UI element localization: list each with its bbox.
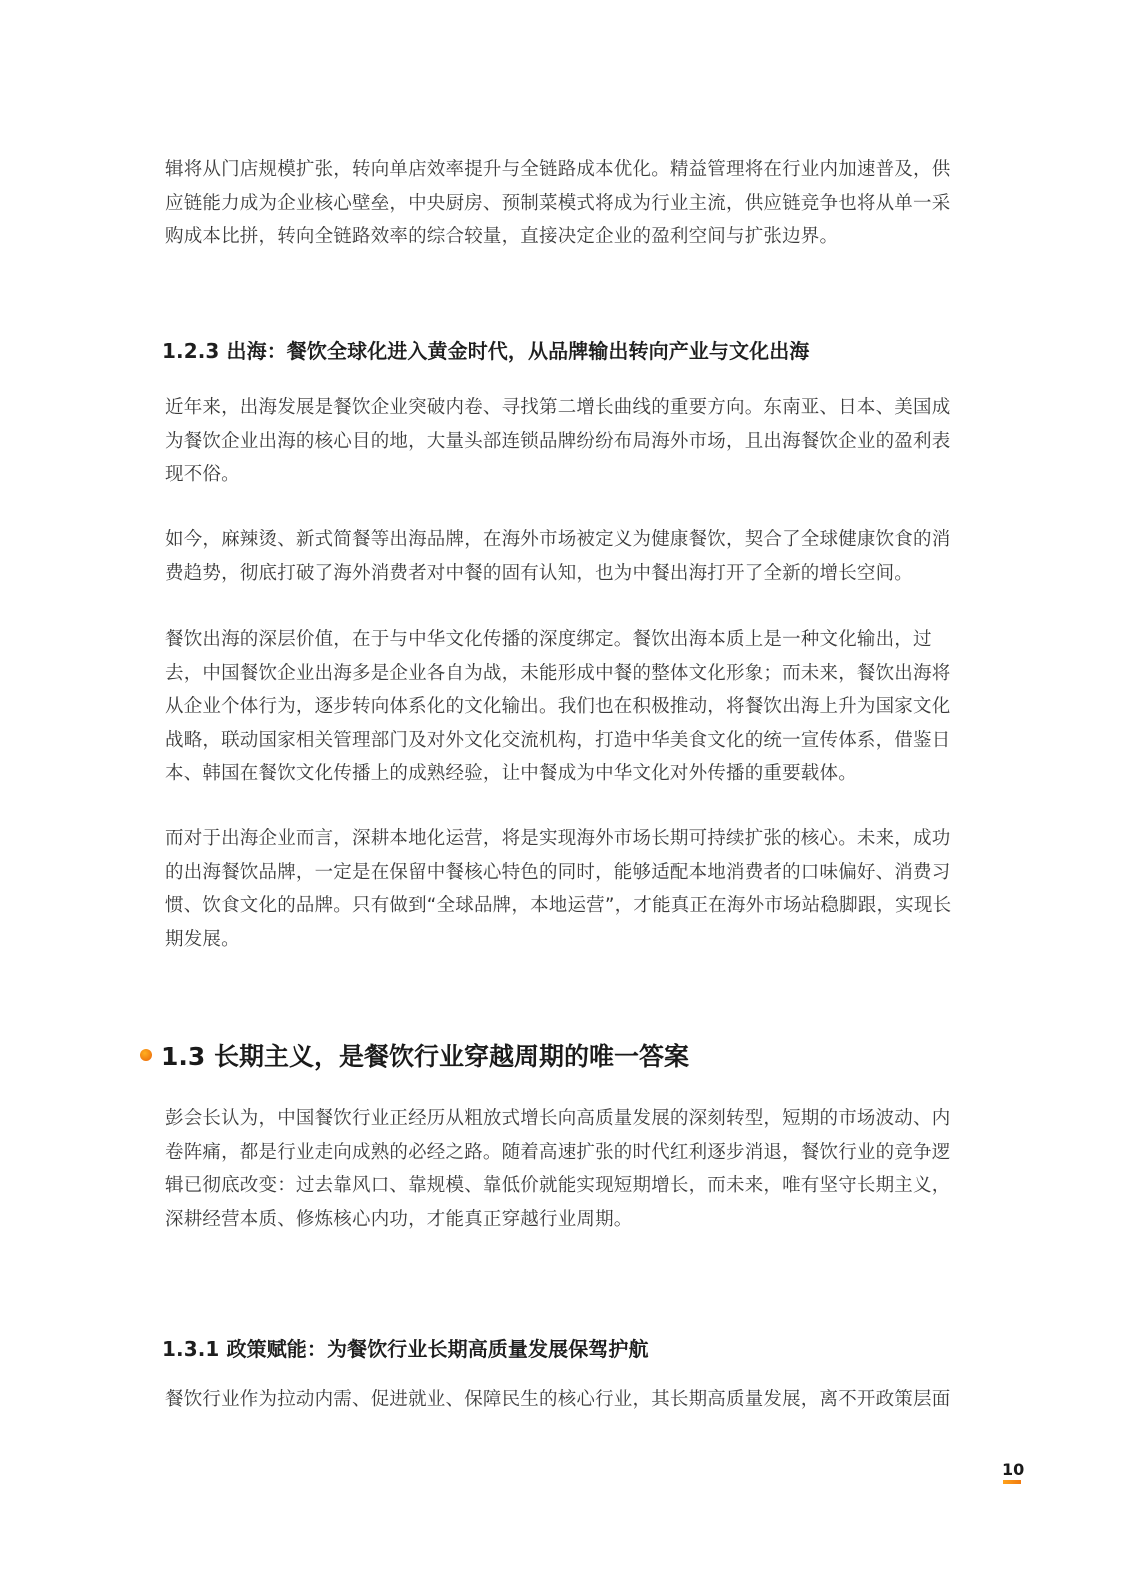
- paragraph-localization: 而对于出海企业而言，深耕本地化运营，将是实现海外市场长期可持续扩张的核心。未来，成功的出海餐饮品牌，一定是在保留中餐核心特色的同时，能够适配本地消费者的口味偏好、消费习惯、饮食文化的品牌。只有做到“全球品牌，本地运营”，才能真正在海外市场站稳脚跟，实现长期发展。: [165, 828, 952, 950]
- section-heading-1-3: [140, 1037, 689, 1073]
- page-number-text: 10: [1002, 1460, 1025, 1479]
- page-number-underline: [1003, 1480, 1021, 1484]
- section-heading-1-2-3: 1.2.3 出海：餐饮全球化进入黄金时代，从品牌输出转向产业与文化出海: [162, 339, 810, 363]
- paragraph-policy: 餐饮行业作为拉动内需、促进就业、保障民生的核心行业，其长期高质量发展，离不开政策层面: [165, 1389, 951, 1410]
- section-heading-1-3-text: 1.3 长期主义，是餐饮行业穿越周期的唯一答案: [161, 1042, 689, 1071]
- page-number: [1002, 1460, 1025, 1484]
- orange-bullet-icon: [140, 1049, 152, 1061]
- paragraph-overseas-intro: 近年来，出海发展是餐饮企业突破内卷、寻找第二增长曲线的重要方向。东南亚、日本、美国成为餐饮企业出海的核心目的地，大量头部连锁品牌纷纷布局海外市场，且出海餐饮企业的盈利表现不俗。: [165, 397, 951, 485]
- paragraph-cultural-value: 餐饮出海的深层价值，在于与中华文化传播的深度绑定。餐饮出海本质上是一种文化输出，过去，中国餐饮企业出海多是企业各自为战，未能形成中餐的整体文化形象；而未来，餐饮出海将从企业个体行为，逐步转向体系化的文化输出。我们也在积极推动，将餐饮出海上升为国家文化战略，联动国家相关管理部门及对外文化交流机构，打造中华美食文化的统一宣传体系，借鉴日本、韩国在餐饮文化传播上的成熟经验，让中餐成为中华文化对外传播的重要载体。: [165, 629, 951, 784]
- paragraph-overseas-brands: 如今，麻辣烫、新式简餐等出海品牌，在海外市场被定义为健康餐饮，契合了全球健康饮食的消费趋势，彻底打破了海外消费者对中餐的固有认知，也为中餐出海打开了全新的增长空间。: [165, 529, 951, 584]
- section-heading-1-3-1: 1.3.1 政策赋能：为餐饮行业长期高质量发展保驾护航: [162, 1337, 649, 1361]
- paragraph-intro-continued: 辑将从门店规模扩张，转向单店效率提升与全链路成本优化。精益管理将在行业内加速普及，供应链能力成为企业核心壁垒，中央厨房、预制菜模式将成为行业主流，供应链竞争也将从单一采购成本比拼，转向全链路效率的综合较量，直接决定企业的盈利空间与扩张边界。: [165, 159, 951, 247]
- paragraph-long-termism: 彭会长认为，中国餐饮行业正经历从粗放式增长向高质量发展的深刻转型，短期的市场波动、内卷阵痛，都是行业走向成熟的必经之路。随着高速扩张的时代红利逐步消退，餐饮行业的竞争逻辑已彻底改变：过去靠风口、靠规模、靠低价就能实现短期增长，而未来，唯有坚守长期主义，深耕经营本质、修炼核心内功，才能真正穿越行业周期。: [165, 1108, 951, 1230]
